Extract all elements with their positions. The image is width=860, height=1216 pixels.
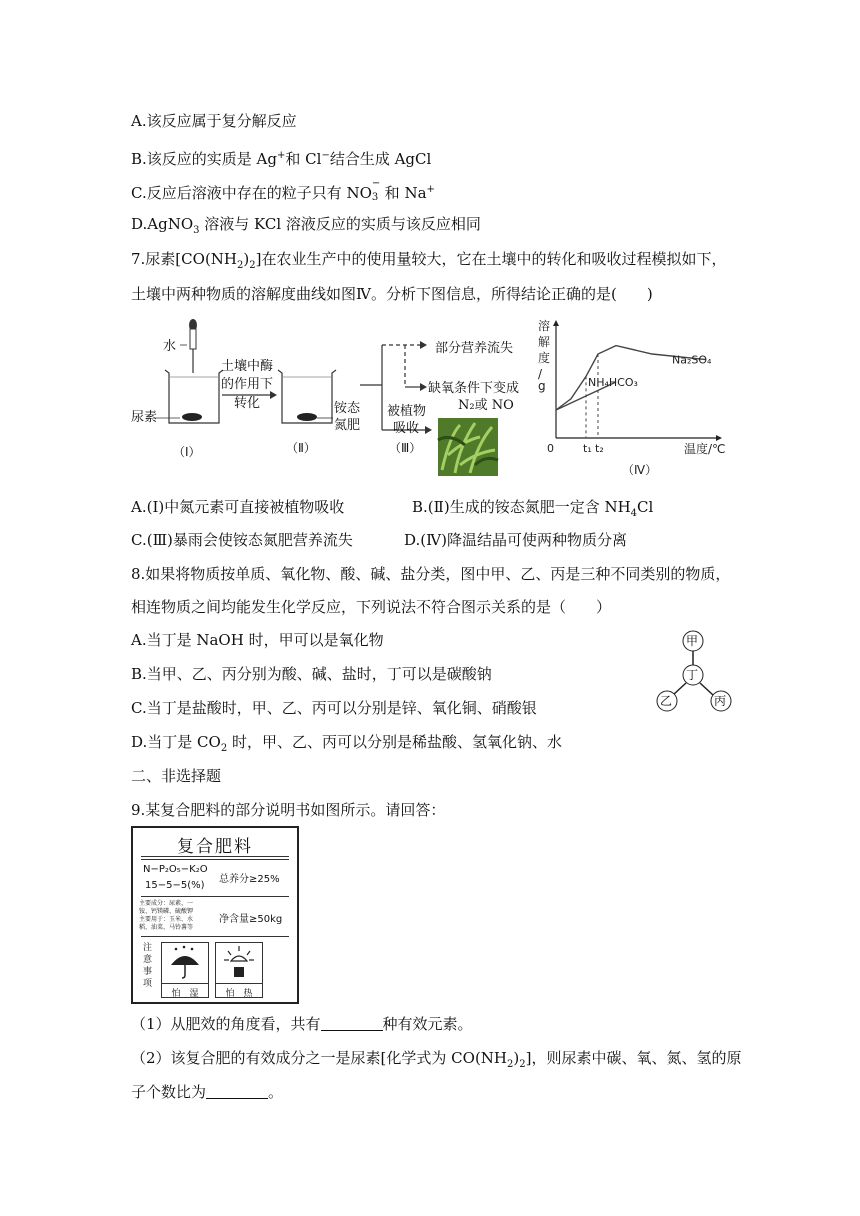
label-ratio: 15−5−5(%) xyxy=(145,880,205,891)
q7-option-b: B.(Ⅱ)生成的铵态氮肥一定含 $NH_4Cl$ xyxy=(412,498,654,519)
fig1-label: （Ⅰ） xyxy=(173,445,201,459)
q8-option-c: C.当丁是盐酸时，甲、乙、丙可以分别是锌、氧化铜、硝酸银 xyxy=(131,699,537,717)
q7-option-a: A.(Ⅰ)中氮元素可直接被植物吸收 xyxy=(131,498,345,516)
sun-heat-icon xyxy=(216,943,262,981)
q7-option-c: C.(Ⅲ)暴雨会使铵态氮肥营养流失 xyxy=(131,531,353,549)
x-axis-label: 温度/℃ xyxy=(684,442,726,456)
q9-stem: 9.某复合肥料的部分说明书如图所示。请回答： xyxy=(131,801,446,819)
label-net: 净含量≥50kg xyxy=(219,914,283,925)
label-notice-2: 意 xyxy=(143,955,153,965)
solubility-chart xyxy=(530,318,740,478)
answer-blank-1[interactable] xyxy=(321,1015,383,1031)
section-heading: 二、非选择题 xyxy=(131,767,222,785)
q7-option-d: D.(Ⅳ)降温结晶可使两种物质分离 xyxy=(404,531,627,549)
y-axis-label-char: 溶 xyxy=(538,319,551,333)
label-heat: 怕 热 xyxy=(216,983,262,999)
q8-stem-line1: 8.如果将物质按单质、氧化物、酸、碱、盐分类，图中甲、乙、丙是三种不同类别的物质， xyxy=(131,565,731,583)
absorb-label-1: 被植物 xyxy=(387,404,427,419)
q6-option-d: D.AgNO$_3$ 溶液与 KCl 溶液反应的实质与该反应相同 xyxy=(131,215,481,236)
gas-label: N₂或 NO xyxy=(458,398,514,413)
loss-label: 部分营养流失 xyxy=(435,341,514,356)
node-yi: 乙 xyxy=(660,694,673,708)
x-axis-arrow xyxy=(716,435,722,441)
label-notice-4: 项 xyxy=(143,979,153,989)
label-title: 复合肥料 xyxy=(177,837,253,857)
x-tick-label: t₁ xyxy=(583,442,592,455)
y-axis-label-char: / xyxy=(538,367,543,381)
label-notice-3: 事 xyxy=(143,967,153,977)
label-ingredients-2: 铵、钙镁磷、硫酸钾 xyxy=(139,908,194,915)
beaker-2-icon xyxy=(278,370,336,423)
ammonium-label-1: 铵态 xyxy=(334,401,361,416)
absorb-label-2: 吸收 xyxy=(393,421,420,436)
label-ingredients-4: 稻、油菜、马铃薯等 xyxy=(139,924,194,931)
dropper-icon xyxy=(180,319,197,373)
q6-option-a: A.该反应属于复分解反应 xyxy=(131,112,297,130)
q9-sub2-line1: （2）该复合肥的有效成分之一是尿素[化学式为 $CO(NH_2)_2$]，则尿素中碳、氧、氮、氢的原 xyxy=(131,1049,742,1070)
series-label-na2so4: Na₂SO₄ xyxy=(672,353,712,367)
label-ingredients-3: 主要用于：玉米、水 xyxy=(139,916,194,923)
node-ding: 丁 xyxy=(686,668,699,682)
series-label-nh4hco3: NH₄HCO₃ xyxy=(588,376,638,389)
enzyme-label-2: 的作用下 xyxy=(221,377,274,392)
fig4-label: （Ⅳ） xyxy=(622,463,658,477)
q6-option-c: C.反应后溶液中存在的粒子只有 NO − 3 和 Na+ xyxy=(131,178,435,203)
ammonium-label-2: 氮肥 xyxy=(334,418,361,433)
q7-stem-line1: 7.尿素$[CO(NH_2)_2]$在农业生产中的使用量较大，它在土壤中的转化和吸收过程模拟如下， xyxy=(131,250,727,271)
y-axis-arrow xyxy=(553,320,559,326)
x-tick-label: t₂ xyxy=(595,442,604,455)
plant-photo xyxy=(438,418,498,476)
q8-option-b: B.当甲、乙、丙分别为酸、碱、盐时，丁可以是碳酸钠 xyxy=(131,665,492,683)
y-axis-label-char: g xyxy=(538,379,546,393)
label-ingredients-1: 主要成分：尿素、一 xyxy=(139,900,194,907)
label-formula: N−P₂O₅−K₂O xyxy=(143,864,208,875)
fertilizer-label xyxy=(131,826,299,1004)
label-total: 总养分≥25% xyxy=(219,874,280,885)
q9-sub2-line2: 子个数比为 。 xyxy=(131,1083,284,1101)
node-bing: 丙 xyxy=(714,694,727,708)
answer-blank-2[interactable] xyxy=(206,1083,268,1099)
q7-stem-line2: 土壤中两种物质的溶解度曲线如图Ⅳ。分析下图信息，所得结论正确的是( ) xyxy=(131,285,653,303)
q9-sub1: （1）从肥效的角度看，共有 种有效元素。 xyxy=(131,1015,473,1033)
enzyme-label-1: 土壤中酶 xyxy=(221,359,274,374)
umbrella-rain-icon xyxy=(162,943,208,981)
y-axis-label-char: 解 xyxy=(538,335,551,349)
fig3-label: （Ⅲ） xyxy=(389,441,422,455)
q8-stem-line2: 相连物质之间均能发生化学反应，下列说法不符合图示关系的是（ ） xyxy=(131,598,612,616)
urea-label: 尿素 xyxy=(131,410,158,425)
beaker-1-icon xyxy=(155,370,223,423)
q6-option-b: B.该反应的实质是 Ag+和 Cl−结合生成 AgCl xyxy=(131,150,432,168)
y-axis-label-char: 度 xyxy=(538,351,551,365)
label-notice-1: 注 xyxy=(143,943,153,953)
label-damp: 怕 湿 xyxy=(162,983,208,999)
origin-label: 0 xyxy=(547,442,554,455)
node-jia: 甲 xyxy=(686,634,699,648)
anoxic-label: 缺氧条件下变成 xyxy=(428,381,520,396)
q8-option-d: D.当丁是 $CO_2$ 时，甲、乙、丙可以分别是稀盐酸、氢氧化钠、水 xyxy=(131,733,562,754)
fig2-label: （Ⅱ） xyxy=(286,441,316,455)
enzyme-label-3: 转化 xyxy=(234,396,261,411)
water-label: 水 xyxy=(163,339,177,354)
q8-option-a: A.当丁是 NaOH 时，甲可以是氧化物 xyxy=(131,631,384,649)
